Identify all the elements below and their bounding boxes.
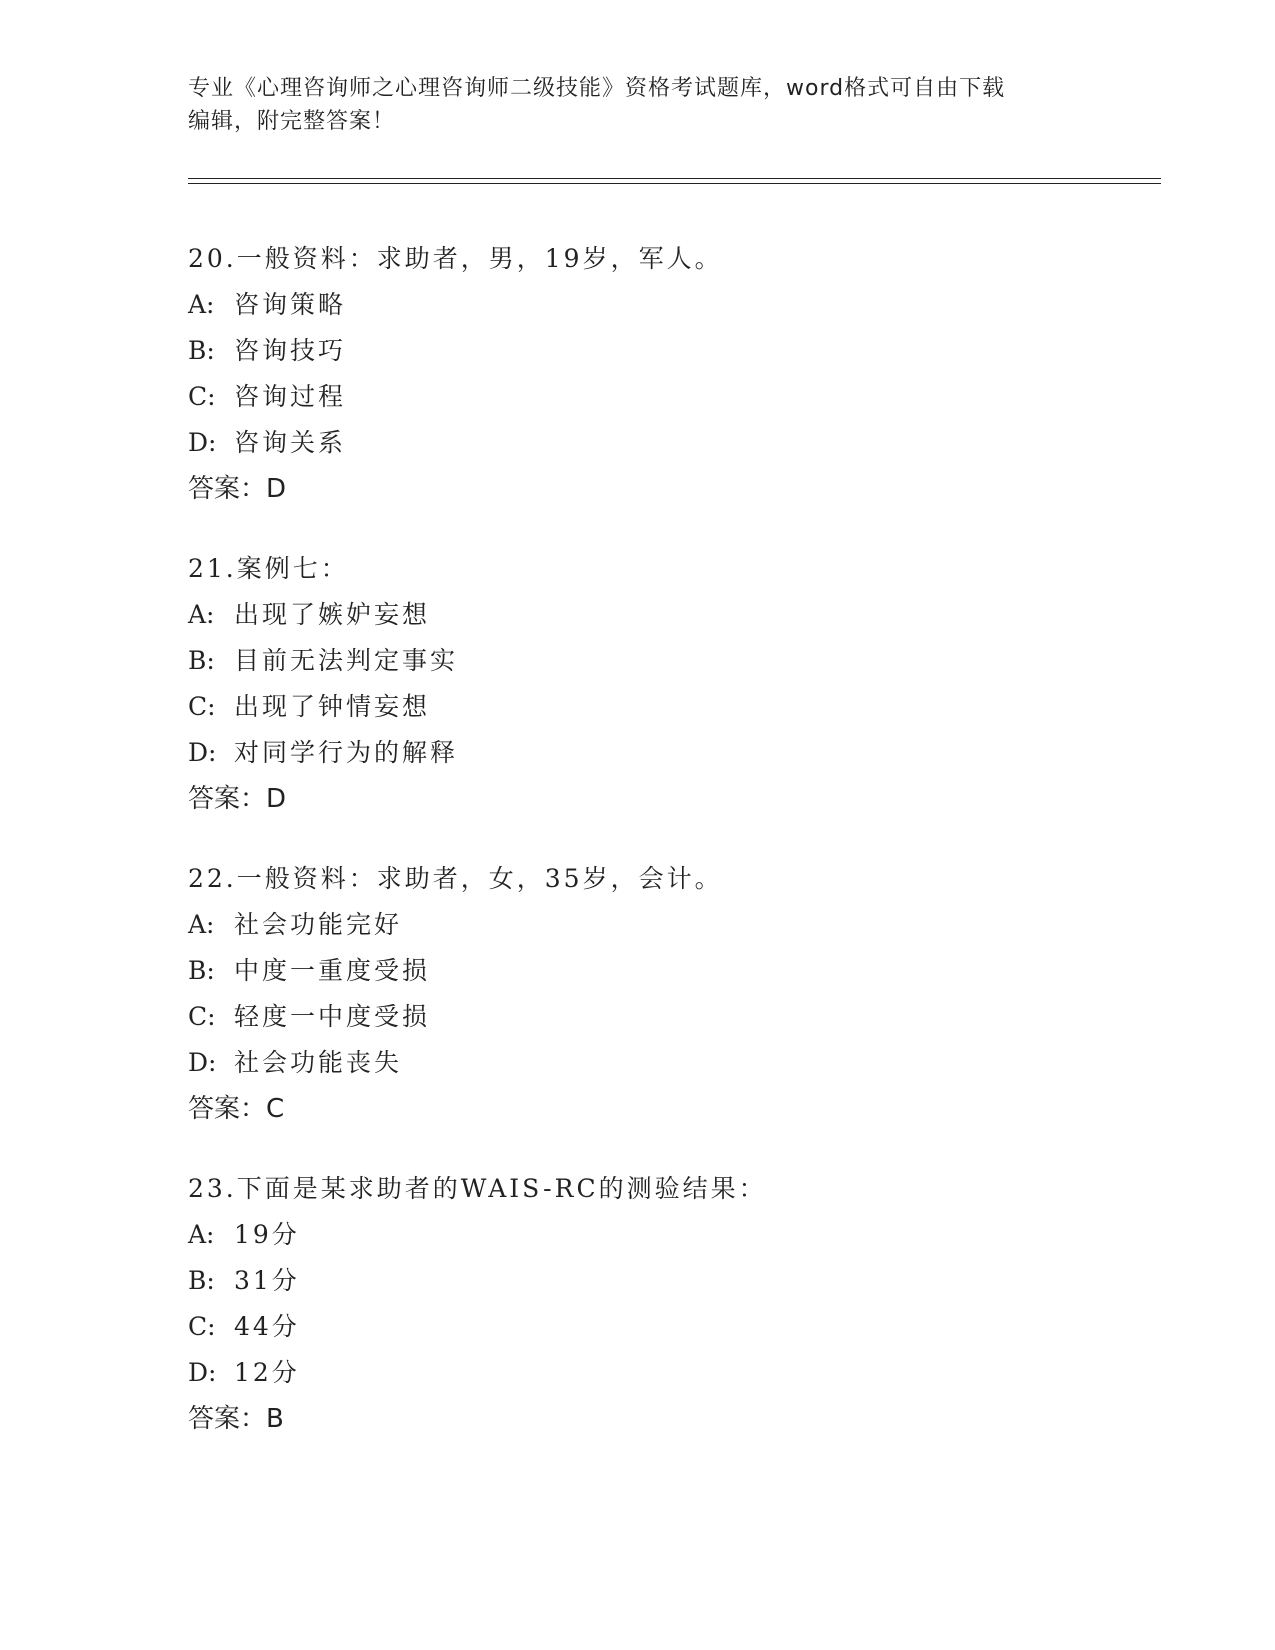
option-a xyxy=(188,282,1148,328)
option-letter: B: xyxy=(188,336,215,365)
option-text: 咨询策略 xyxy=(234,290,347,319)
option-letter: B: xyxy=(188,646,215,675)
header-divider-top xyxy=(188,178,1161,179)
option-b xyxy=(188,948,1148,994)
option-a xyxy=(188,592,1148,638)
option-c xyxy=(188,684,1148,730)
option-c xyxy=(188,994,1148,1040)
option-text: 咨询关系 xyxy=(234,428,347,457)
option-c xyxy=(188,374,1148,420)
option-letter: A: xyxy=(188,1220,215,1249)
option-d xyxy=(188,730,1148,776)
option-letter: C: xyxy=(188,692,216,721)
option-a xyxy=(188,1212,1148,1258)
option-letter: A: xyxy=(188,910,215,939)
option-b xyxy=(188,1258,1148,1304)
question-stem: 23.下面是某求助者的WAIS-RC的测验结果： xyxy=(188,1174,767,1203)
header-line-2: 编辑，附完整答案！ xyxy=(188,109,396,134)
option-d xyxy=(188,1350,1148,1396)
question-stem: 21.案例七： xyxy=(188,554,349,583)
option-letter: A: xyxy=(188,600,215,629)
question-item xyxy=(188,546,1148,822)
option-text: 目前无法判定事实 xyxy=(234,646,459,675)
option-letter: D: xyxy=(188,738,217,767)
option-d xyxy=(188,1040,1148,1086)
option-text: 出现了钟情妄想 xyxy=(234,692,431,721)
question-stem: 22.一般资料：求助者，女，35岁，会计。 xyxy=(188,864,723,893)
option-letter: C: xyxy=(188,1002,216,1031)
answer-line: 答案：D xyxy=(188,474,287,504)
answer-line: 答案：B xyxy=(188,1404,284,1434)
option-letter: B: xyxy=(188,956,215,985)
option-text: 社会功能丧失 xyxy=(234,1048,403,1077)
option-text: 轻度一中度受损 xyxy=(234,1002,431,1031)
option-text: 咨询过程 xyxy=(234,382,347,411)
option-letter: D: xyxy=(188,1048,217,1077)
question-item xyxy=(188,236,1148,512)
question-stem: 20.一般资料：求助者，男，19岁，军人。 xyxy=(188,244,723,273)
option-b xyxy=(188,638,1148,684)
option-d xyxy=(188,420,1148,466)
question-item xyxy=(188,856,1148,1132)
option-text: 社会功能完好 xyxy=(234,910,403,939)
question-item xyxy=(188,1166,1148,1442)
option-text: 对同学行为的解释 xyxy=(234,738,459,767)
option-letter: D: xyxy=(188,428,217,457)
answer-line: 答案：C xyxy=(188,1094,285,1124)
document-header xyxy=(188,72,1088,138)
option-a xyxy=(188,902,1148,948)
option-text: 中度一重度受损 xyxy=(234,956,431,985)
option-text: 19分 xyxy=(234,1220,300,1249)
option-letter: C: xyxy=(188,1312,216,1341)
option-text: 咨询技巧 xyxy=(234,336,347,365)
option-letter: B: xyxy=(188,1266,215,1295)
header-divider-bottom xyxy=(188,183,1161,184)
option-letter: A: xyxy=(188,290,215,319)
option-text: 12分 xyxy=(234,1358,300,1387)
option-text: 出现了嫉妒妄想 xyxy=(234,600,431,629)
option-text: 31分 xyxy=(234,1266,300,1295)
option-text: 44分 xyxy=(234,1312,300,1341)
question-list xyxy=(188,236,1148,1476)
option-letter: D: xyxy=(188,1358,217,1387)
header-line-1: 专业《心理咨询师之心理咨询师二级技能》资格考试题库，word格式可自由下载 xyxy=(188,76,1006,101)
option-c xyxy=(188,1304,1148,1350)
option-letter: C: xyxy=(188,382,216,411)
option-b xyxy=(188,328,1148,374)
answer-line: 答案：D xyxy=(188,784,287,814)
